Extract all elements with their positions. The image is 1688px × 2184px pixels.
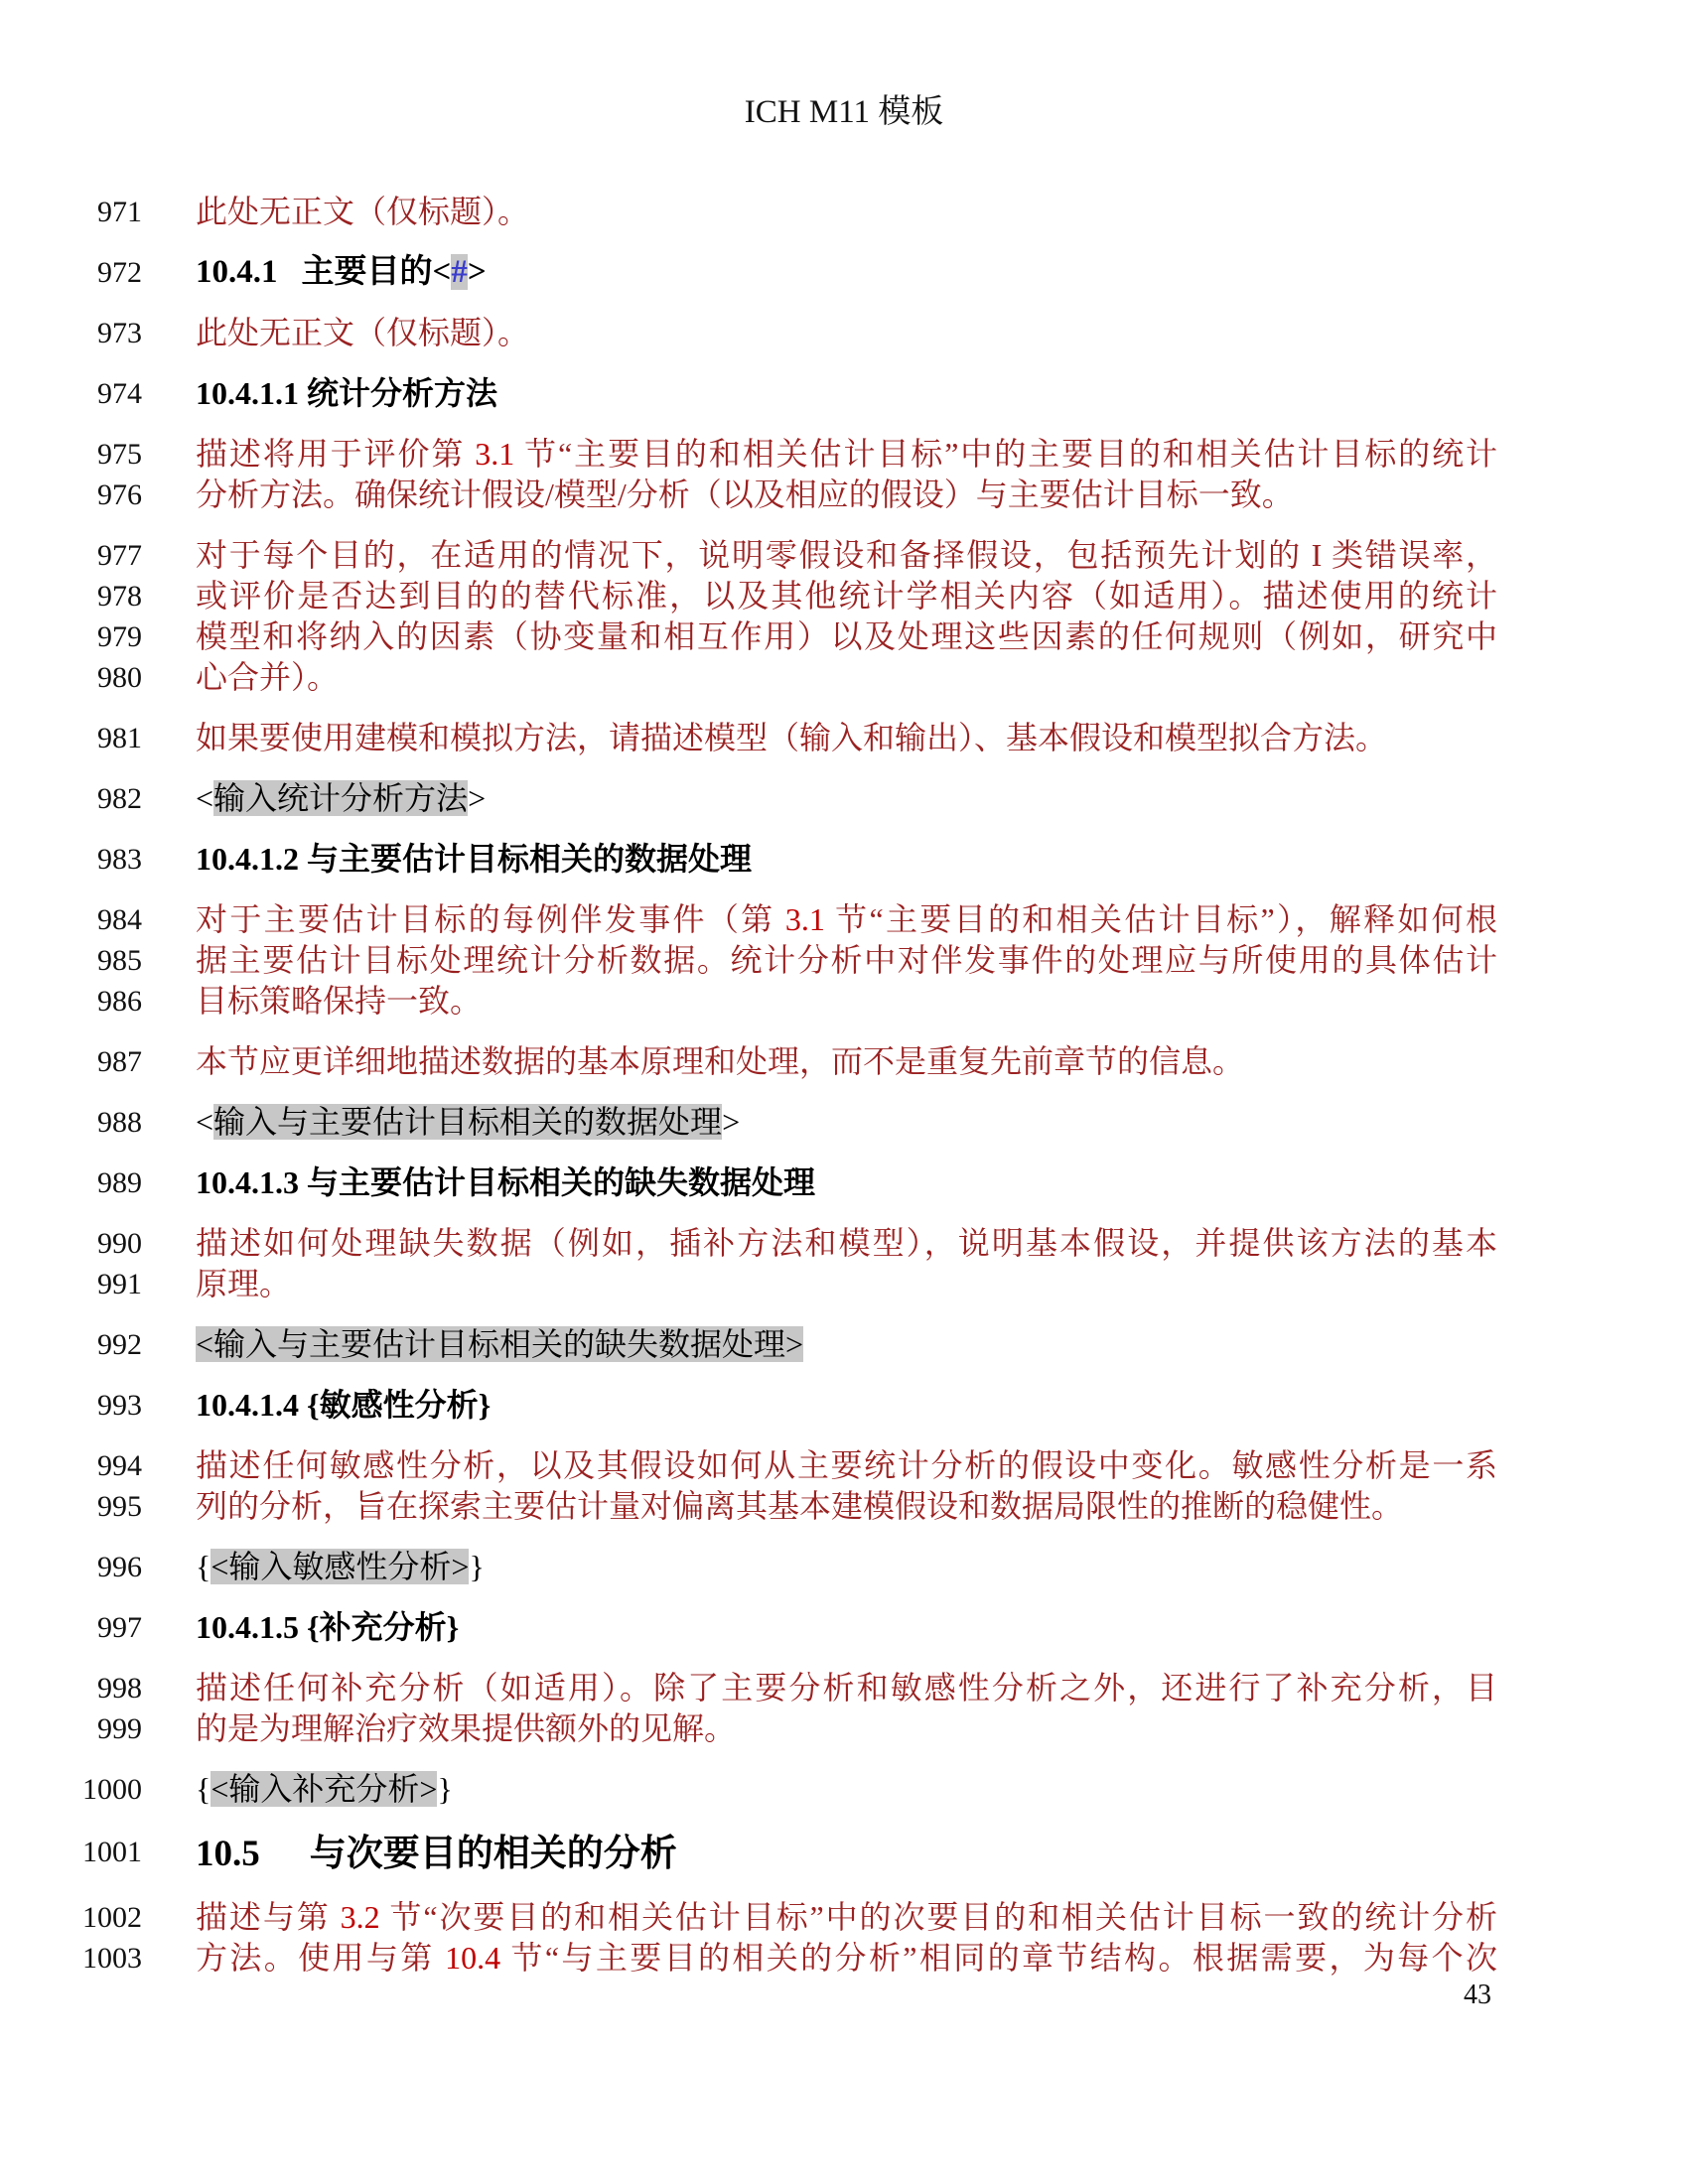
paragraph-text: 心合并）。 [196,659,340,695]
line-980 [0,657,1688,698]
heading-10-4-1-4: 10.4.1.4 {敏感性分析} [196,1387,492,1423]
brace-open: { [196,1549,211,1584]
paragraph-text: 此处无正文（仅标题）。 [196,194,530,229]
line-number: 980 [97,661,142,694]
paragraph-text [196,899,1497,940]
line-1002 [0,1897,1688,1938]
placeholder-field-sensitivity-analysis[interactable]: <输入敏感性分析> [211,1549,470,1584]
bookmark-hash-link[interactable]: # [451,254,468,290]
line-1001 [0,1832,1688,1877]
placeholder-line [196,1324,1497,1365]
heading-title: 与次要目的相关的分析 [309,1834,677,1874]
line-997 [0,1607,1688,1648]
line-985 [0,940,1688,981]
placeholder-field-data-handling[interactable]: 输入与主要估计目标相关的数据处理 [213,1104,723,1140]
line-975 [0,434,1688,475]
paragraph-text: 描述如何处理缺失数据（例如，插补方法和模型），说明基本假设，并提供该方法的基本 [196,1225,1497,1261]
heading-title: 主要目的 [301,254,433,290]
text-run: 描述将用于评价第 [196,436,476,472]
line-number: 971 [97,196,142,228]
line-995 [0,1486,1688,1527]
heading-number: 10.5 [196,1834,260,1874]
brace-open: { [196,1771,211,1807]
text-run: 描述与第 [196,1899,341,1935]
paragraph-text: 本节应更详细地描述数据的基本原理和处理，而不是重复先前章节的信息。 [196,1043,1245,1079]
line-number: 993 [97,1389,142,1422]
line-973 [0,313,1688,353]
placeholder-line [196,778,1497,819]
line-1000 [0,1769,1688,1810]
line-986 [0,981,1688,1022]
line-999 [0,1708,1688,1749]
line-number: 995 [97,1490,142,1523]
line-number: 982 [97,782,142,815]
page-number: 43 [1464,1979,1491,2010]
line-number: 1002 [82,1901,142,1934]
paragraph-text: 目标策略保持一致。 [196,983,483,1019]
line-974 [0,373,1688,414]
line-number: 975 [97,438,142,471]
line-972 [0,252,1688,293]
line-number: 983 [97,843,142,876]
line-1003 [0,1938,1688,1979]
section-reference: 3.1 [475,436,515,472]
text-run: 对于主要估计目标的每例伴发事件（第 [196,901,785,937]
line-976 [0,475,1688,515]
paragraph-text: 如果要使用建模和模拟方法，请描述模型（输入和输出）、基本假设和模型拟合方法。 [196,720,1388,755]
line-number: 988 [97,1106,142,1139]
line-987 [0,1041,1688,1082]
document-body [0,192,1688,1979]
heading-10-5 [196,1832,1497,1877]
paragraph-text: 此处无正文（仅标题）。 [196,315,530,350]
heading-10-4-1-3: 10.4.1.3 与主要估计目标相关的缺失数据处理 [196,1164,816,1200]
placeholder-line [196,1769,1497,1810]
line-998 [0,1668,1688,1708]
heading-10-4-1-2: 10.4.1.2 与主要估计目标相关的数据处理 [196,841,753,877]
line-number: 981 [97,722,142,754]
paragraph-text [196,1938,1497,1979]
placeholder-field-statistical-analysis[interactable]: 输入统计分析方法 [213,780,469,816]
angle-bracket-close: > [722,1104,741,1140]
line-number: 978 [97,580,142,613]
line-992 [0,1324,1688,1365]
line-991 [0,1264,1688,1304]
line-981 [0,718,1688,758]
line-971 [0,192,1688,232]
paragraph-text: 或评价是否达到目的的替代标准，以及其他统计学相关内容（如适用）。描述使用的统计 [196,578,1497,614]
text-run: 节“主要目的和相关估计目标”中的主要目的和相关估计目标的统计 [514,436,1497,472]
line-number: 996 [97,1551,142,1583]
heading-number: 10.4.1 [196,254,278,290]
line-989 [0,1162,1688,1203]
line-994 [0,1445,1688,1486]
paragraph-text: 列的分析，旨在探索主要估计量对偏离其基本建模假设和数据局限性的推断的稳健性。 [196,1488,1404,1524]
placeholder-field-supplementary-analysis[interactable]: <输入补充分析> [211,1771,438,1807]
line-number: 989 [97,1166,142,1199]
line-number: 992 [97,1328,142,1361]
section-reference: 3.2 [340,1899,380,1935]
paragraph-text [196,434,1497,475]
paragraph-text: 据主要估计目标处理统计分析数据。统计分析中对伴发事件的处理应与所使用的具体估计 [196,942,1497,978]
line-number: 977 [97,539,142,572]
line-979 [0,616,1688,657]
line-number: 1000 [82,1773,142,1806]
document-header-title: ICH M11 模板 [744,94,944,130]
angle-bracket-open: < [196,1104,214,1140]
text-run: 方法。使用与第 [196,1940,446,1976]
line-number: 990 [97,1227,142,1260]
section-reference: 3.1 [784,901,825,937]
line-996 [0,1547,1688,1587]
brace-close: } [469,1549,485,1584]
line-number: 976 [97,478,142,511]
placeholder-line [196,1102,1497,1143]
line-number: 986 [97,985,142,1018]
line-number: 974 [97,377,142,410]
section-reference: 10.4 [445,1940,501,1976]
placeholder-field-missing-data-handling[interactable]: <输入与主要估计目标相关的缺失数据处理> [196,1326,804,1362]
line-983 [0,839,1688,880]
line-number: 985 [97,944,142,977]
heading-10-4-1-1: 10.4.1.1 统计分析方法 [196,375,498,411]
angle-bracket-close: > [468,780,487,816]
line-982 [0,778,1688,819]
line-993 [0,1385,1688,1426]
line-977 [0,535,1688,576]
line-number: 998 [97,1672,142,1705]
paragraph-text: 对于每个目的，在适用的情况下，说明零假设和备择假设，包括预先计划的 I 类错误率， [196,537,1497,573]
line-number: 997 [97,1611,142,1644]
paragraph-text: 分析方法。确保统计假设/模型/分析（以及相应的假设）与主要估计目标一致。 [196,477,1294,512]
brace-close: } [437,1771,453,1807]
paragraph-text: 描述任何敏感性分析，以及其假设如何从主要统计分析的假设中变化。敏感性分析是一系 [196,1447,1497,1483]
line-number: 979 [97,620,142,653]
heading-10-4-1 [196,252,1497,293]
placeholder-line [196,1547,1497,1587]
line-number: 991 [97,1268,142,1300]
line-978 [0,576,1688,616]
line-number: 999 [97,1712,142,1745]
text-run: 节“与主要目的相关的分析”相同的章节结构。根据需要，为每个次 [500,1940,1497,1976]
angle-bracket-open: < [196,780,214,816]
text-run: 节“主要目的和相关估计目标”），解释如何根 [824,901,1497,937]
line-number: 973 [97,317,142,349]
paragraph-text: 原理。 [196,1266,292,1301]
line-990 [0,1223,1688,1264]
line-number: 987 [97,1045,142,1078]
heading-10-4-1-5: 10.4.1.5 {补充分析} [196,1609,460,1645]
line-number: 972 [97,256,142,289]
paragraph-text: 描述任何补充分析（如适用）。除了主要分析和敏感性分析之外，还进行了补充分析，目 [196,1670,1497,1706]
angle-bracket-close: > [467,254,487,290]
paragraph-text [196,1897,1497,1938]
text-run: 节“次要目的和相关估计目标”中的次要目的和相关估计目标一致的统计分析 [379,1899,1497,1935]
line-number: 994 [97,1449,142,1482]
paragraph-text: 的是为理解治疗效果提供额外的见解。 [196,1710,737,1746]
paragraph-text: 模型和将纳入的因素（协变量和相互作用）以及处理这些因素的任何规则（例如，研究中 [196,618,1497,654]
line-988 [0,1102,1688,1143]
angle-bracket-open: < [432,254,452,290]
line-number: 1001 [82,1836,142,1868]
line-984 [0,899,1688,940]
line-number: 1003 [82,1942,142,1975]
line-number: 984 [97,903,142,936]
